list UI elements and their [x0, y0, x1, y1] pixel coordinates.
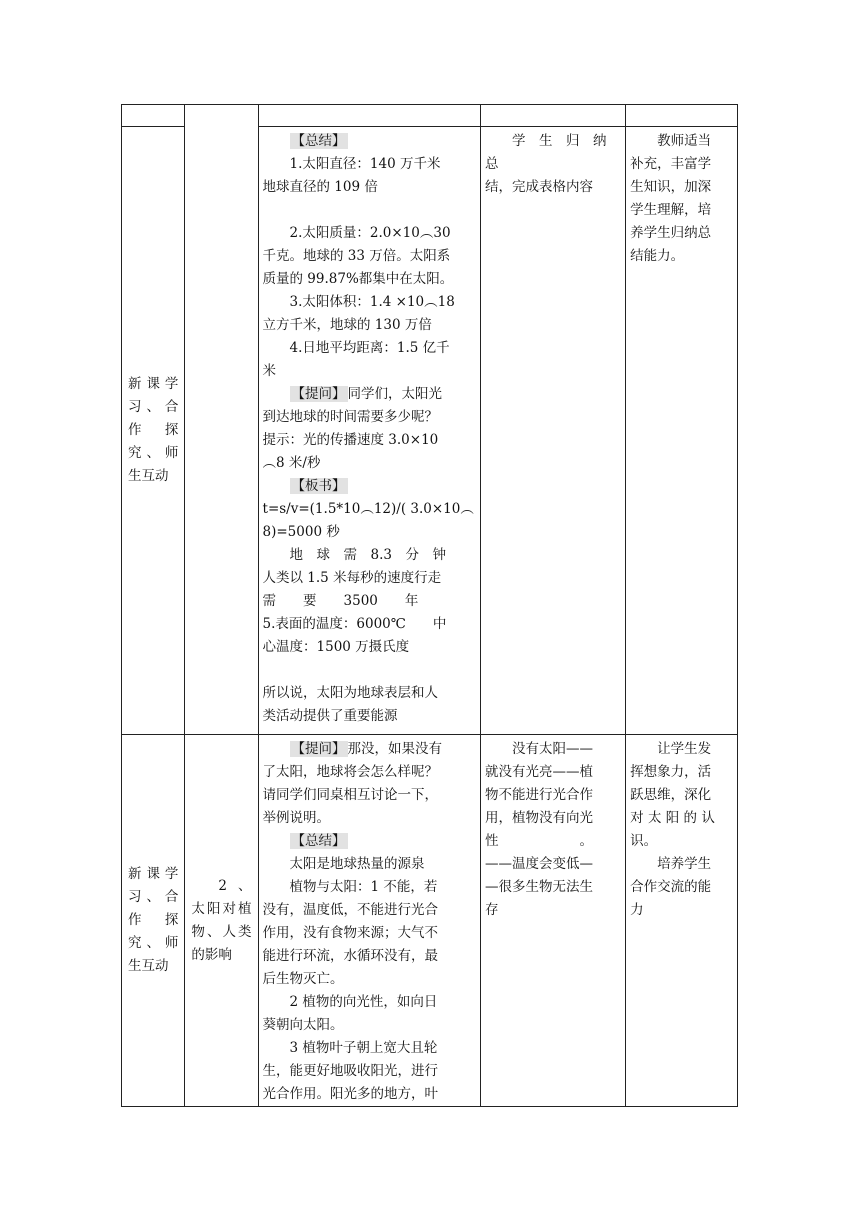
student-line: 用，植物没有向光	[485, 810, 594, 826]
fact-line: 1.太阳直径：140 万千米	[289, 156, 441, 172]
teacher-line: 养学生归纳总	[630, 225, 712, 241]
topic-cell	[185, 735, 258, 1107]
board-tag: 【板书】	[291, 478, 346, 494]
summary-line: 没有，温度低，不能进行光合	[262, 902, 439, 918]
summary-heading	[263, 830, 477, 853]
header-cell-teacher	[626, 105, 738, 127]
question-line: 举例说明。	[262, 810, 331, 826]
student-line: 就没有光亮——植	[485, 764, 594, 780]
lesson-plan-table	[121, 104, 738, 1107]
student-line: —很多生物无法生	[485, 879, 594, 895]
fact-line: 米	[262, 363, 277, 379]
table-row	[122, 735, 738, 1107]
result-line: 人类以 1.5 米每秒的速度行走	[262, 570, 442, 586]
result-line: 地 球 需 8.3 分 钟	[289, 547, 446, 563]
content-cell	[258, 735, 481, 1107]
fact-line: 心温度：1500 万摄氏度	[262, 639, 410, 655]
teacher-line: 结能力。	[630, 248, 685, 264]
student-line: 学 生 归 纳 总	[485, 133, 621, 172]
fact-line: 3.太阳体积：1.4 ×10︵18	[289, 294, 455, 310]
board-heading	[263, 475, 477, 498]
conclusion-line: 所以说，太阳为地球表层和人	[262, 685, 439, 701]
teacher-line: 生知识，加深	[630, 179, 712, 195]
fact-line: 千克。地球的 33 万倍。太阳系	[262, 248, 451, 264]
summary-line: 生，能更好地吸收阳光，进行	[262, 1063, 439, 1079]
conclusion-line: 类活动提供了重要能源	[262, 708, 398, 724]
student-line: 性 。	[485, 833, 594, 849]
formula-line: t=s/v=(1.5*10︵12)/( 3.0×10︵	[262, 501, 474, 517]
student-activity-cell	[481, 735, 626, 1107]
stage-cell	[122, 735, 185, 1107]
summary-tag: 【总结】	[291, 133, 346, 149]
header-cell-topic	[185, 105, 258, 735]
question-line: 到达地球的时间需要多少呢？	[262, 409, 439, 425]
summary-line: 植物与太阳：1 不能，若	[289, 879, 438, 895]
fact-line: 4.日地平均距离：1.5 亿千	[289, 340, 450, 356]
table-header-row	[122, 105, 738, 127]
question-line: 请同学们同桌相互讨论一下，	[262, 787, 439, 803]
summary-tag: 【总结】	[291, 833, 346, 849]
question-tag: 【提问】	[291, 386, 346, 402]
teacher-line: 教师适当	[657, 133, 712, 149]
question-tag: 【提问】	[291, 741, 346, 757]
summary-line: 太阳是地球热量的源泉	[289, 856, 425, 872]
teacher-line: 补充，丰富学	[630, 156, 712, 172]
summary-heading	[263, 130, 477, 153]
stage-cell	[122, 127, 185, 735]
teacher-line: 合作交流的能	[630, 879, 712, 895]
fact-line: 立方千米，地球的 130 万倍	[262, 317, 432, 333]
question-line: 了太阳，地球将会怎么样呢？	[262, 764, 439, 780]
header-cell-content	[258, 105, 481, 127]
summary-line: 后生物灭亡。	[262, 971, 344, 987]
result-line: 需 要 3500 年	[262, 593, 419, 609]
teacher-line: 培养学生	[657, 856, 712, 872]
stage-text: 新课学习、合作探究、师生互动	[128, 376, 179, 484]
teacher-line: 让学生发	[657, 741, 712, 757]
teacher-line: 学生理解，培	[630, 202, 712, 218]
summary-line: 能进行环流，水循环没有，最	[262, 948, 439, 964]
teacher-line: 挥想象力，活	[630, 764, 712, 780]
formula-line: 8)=5000 秒	[262, 524, 340, 540]
blank-line	[263, 659, 477, 682]
summary-line: 葵朝向太阳。	[262, 1017, 344, 1033]
summary-line: 3 植物叶子朝上宽大且轮	[289, 1040, 438, 1056]
hint-line: 提示：光的传播速度 3.0×10	[262, 432, 439, 448]
student-line: 存	[485, 902, 499, 918]
student-activity-cell	[481, 127, 626, 735]
fact-line: 地球直径的 109 倍	[262, 179, 378, 195]
student-line: ——温度会变低—	[485, 856, 594, 872]
teacher-line: 力	[630, 902, 644, 918]
stage-text: 新课学习、合作探究、师生互动	[128, 866, 179, 974]
fact-line: 质量的 99.87%都集中在太阳。	[262, 271, 454, 287]
teacher-intent-cell	[626, 735, 738, 1107]
summary-line: 光合作用。阳光多的地方，叶	[262, 1086, 439, 1102]
blank-line	[263, 199, 477, 222]
teacher-line: 识。	[630, 833, 658, 849]
fact-line: 2.太阳质量：2.0×10︵30	[289, 225, 451, 241]
fact-line: 5.表面的温度：6000℃ 中	[262, 616, 447, 632]
question-line: 【提问】 那没，如果没有	[291, 741, 443, 757]
question-line: 【提问】 同学们，太阳光	[291, 386, 443, 402]
teacher-intent-cell	[626, 127, 738, 735]
teacher-line: 对 太 阳 的 认	[630, 810, 715, 826]
teacher-line: 跃思维，深化	[630, 787, 712, 803]
content-cell	[258, 127, 481, 735]
student-line: 没有太阳——	[512, 741, 594, 757]
hint-line: ︵8 米/秒	[262, 455, 321, 471]
header-cell-stage	[122, 105, 185, 127]
student-line: 物不能进行光合作	[485, 787, 594, 803]
student-line: 结，完成表格内容	[485, 179, 594, 195]
topic-text: 2、太阳对植物、人类的影响	[191, 877, 252, 963]
summary-line: 2 植物的向光性，如向日	[289, 994, 438, 1010]
summary-line: 作用，没有食物来源；大气不	[262, 925, 439, 941]
header-cell-student	[481, 105, 626, 127]
